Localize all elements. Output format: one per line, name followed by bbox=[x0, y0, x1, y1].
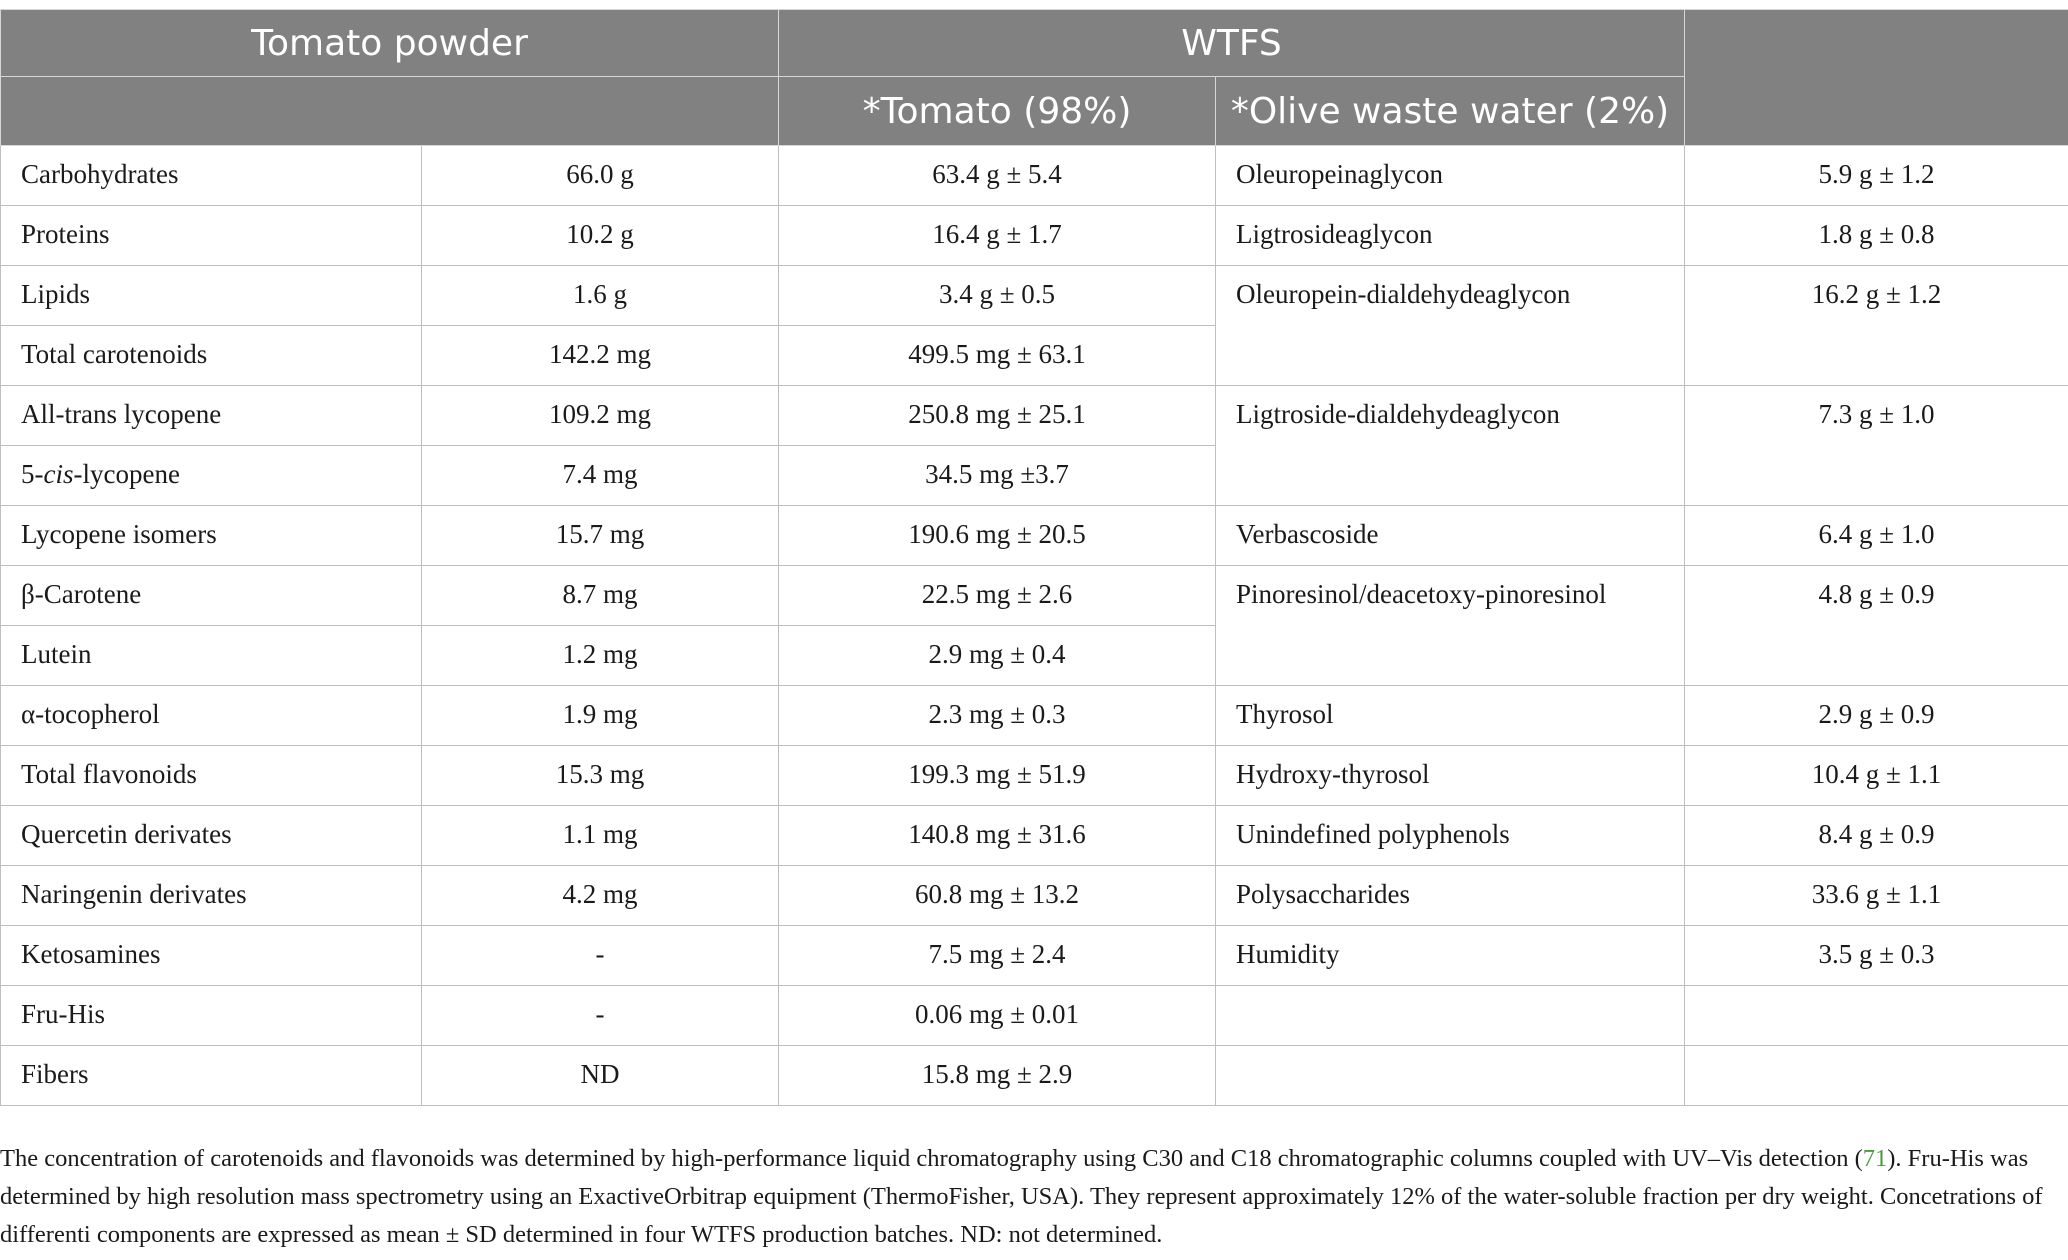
wtfs-value: 190.6 mg ± 20.5 bbox=[779, 506, 1216, 566]
header-tomato-pct: *Tomato (98%) bbox=[779, 77, 1216, 146]
header-blank bbox=[1, 77, 779, 146]
table-footnote bbox=[0, 1140, 2050, 1254]
row-label: Lipids bbox=[1, 266, 422, 326]
table-row bbox=[1, 686, 2068, 746]
wtfs-value: 34.5 mg ±3.7 bbox=[779, 446, 1216, 506]
table-row bbox=[1, 266, 2068, 326]
header-wtfs: WTFS bbox=[779, 10, 1685, 77]
row-label: Total carotenoids bbox=[1, 326, 422, 386]
wtfs-value: 60.8 mg ± 13.2 bbox=[779, 866, 1216, 926]
row-label: Carbohydrates bbox=[1, 146, 422, 206]
footnote-part1: The concentration of carotenoids and flavonoids was determined by high-performance liquid chromatography using C30 and C18 chromatographic columns coupled with UV–Vis detection ( bbox=[0, 1145, 1863, 1172]
olive-label: Oleuropein-dialdehydeaglycon bbox=[1216, 266, 1685, 386]
olive-label: Thyrosol bbox=[1216, 686, 1685, 746]
row-label: β-Carotene bbox=[1, 566, 422, 626]
header-olive-pct: *Olive waste water (2%) bbox=[1216, 77, 1685, 146]
table-row bbox=[1, 1046, 2068, 1106]
wtfs-value: 0.06 mg ± 0.01 bbox=[779, 986, 1216, 1046]
header-row-1 bbox=[1, 10, 2068, 77]
powder-value: 142.2 mg bbox=[422, 326, 779, 386]
table-row bbox=[1, 146, 2068, 206]
olive-value: 10.4 g ± 1.1 bbox=[1685, 746, 2068, 806]
powder-value: 66.0 g bbox=[422, 146, 779, 206]
wtfs-value: 499.5 mg ± 63.1 bbox=[779, 326, 1216, 386]
reference-link[interactable]: 71 bbox=[1862, 1145, 1888, 1172]
row-label: Total flavonoids bbox=[1, 746, 422, 806]
row-label: α-tocopherol bbox=[1, 686, 422, 746]
olive-value: 3.5 g ± 0.3 bbox=[1685, 926, 2068, 986]
olive-label: Hydroxy-thyrosol bbox=[1216, 746, 1685, 806]
table-row bbox=[1, 806, 2068, 866]
label-italic: cis bbox=[43, 459, 74, 489]
powder-value: 1.6 g bbox=[422, 266, 779, 326]
powder-value: 1.1 mg bbox=[422, 806, 779, 866]
olive-label: Oleuropeinaglycon bbox=[1216, 146, 1685, 206]
wtfs-value: 2.3 mg ± 0.3 bbox=[779, 686, 1216, 746]
row-label: Naringenin derivates bbox=[1, 866, 422, 926]
header-empty bbox=[1685, 10, 2068, 146]
wtfs-value: 3.4 g ± 0.5 bbox=[779, 266, 1216, 326]
row-label: All-trans lycopene bbox=[1, 386, 422, 446]
row-label: Ketosamines bbox=[1, 926, 422, 986]
olive-label: Ligtrosideaglycon bbox=[1216, 206, 1685, 266]
label-post: -lycopene bbox=[73, 459, 180, 489]
powder-value: 4.2 mg bbox=[422, 866, 779, 926]
powder-value: 109.2 mg bbox=[422, 386, 779, 446]
table-row bbox=[1, 386, 2068, 446]
row-label: Lutein bbox=[1, 626, 422, 686]
olive-label: Humidity bbox=[1216, 926, 1685, 986]
olive-value: 7.3 g ± 1.0 bbox=[1685, 386, 2068, 506]
wtfs-value: 22.5 mg ± 2.6 bbox=[779, 566, 1216, 626]
olive-label-empty bbox=[1216, 986, 1685, 1046]
wtfs-value: 16.4 g ± 1.7 bbox=[779, 206, 1216, 266]
header-tomato-powder: Tomato powder bbox=[1, 10, 779, 77]
wtfs-value: 7.5 mg ± 2.4 bbox=[779, 926, 1216, 986]
row-label bbox=[1, 446, 422, 506]
row-label: Fibers bbox=[1, 1046, 422, 1106]
olive-value-empty bbox=[1685, 1046, 2068, 1106]
wtfs-value: 199.3 mg ± 51.9 bbox=[779, 746, 1216, 806]
powder-value: 10.2 g bbox=[422, 206, 779, 266]
olive-value: 8.4 g ± 0.9 bbox=[1685, 806, 2068, 866]
powder-value: - bbox=[422, 926, 779, 986]
olive-value: 6.4 g ± 1.0 bbox=[1685, 506, 2068, 566]
powder-value: - bbox=[422, 986, 779, 1046]
label-pre: 5- bbox=[21, 459, 44, 489]
olive-label: Verbascoside bbox=[1216, 506, 1685, 566]
olive-value: 2.9 g ± 0.9 bbox=[1685, 686, 2068, 746]
powder-value: 1.2 mg bbox=[422, 626, 779, 686]
wtfs-value: 15.8 mg ± 2.9 bbox=[779, 1046, 1216, 1106]
powder-value: ND bbox=[422, 1046, 779, 1106]
table-row bbox=[1, 746, 2068, 806]
olive-value: 33.6 g ± 1.1 bbox=[1685, 866, 2068, 926]
row-label: Lycopene isomers bbox=[1, 506, 422, 566]
wtfs-value: 2.9 mg ± 0.4 bbox=[779, 626, 1216, 686]
table-row bbox=[1, 566, 2068, 626]
composition-table bbox=[0, 9, 2068, 1106]
row-label: Proteins bbox=[1, 206, 422, 266]
olive-label: Ligtroside-dialdehydeaglycon bbox=[1216, 386, 1685, 506]
olive-label: Unindefined polyphenols bbox=[1216, 806, 1685, 866]
row-label: Fru-His bbox=[1, 986, 422, 1046]
table-row bbox=[1, 206, 2068, 266]
table-row bbox=[1, 986, 2068, 1046]
olive-value: 5.9 g ± 1.2 bbox=[1685, 146, 2068, 206]
wtfs-value: 250.8 mg ± 25.1 bbox=[779, 386, 1216, 446]
powder-value: 15.7 mg bbox=[422, 506, 779, 566]
row-label: Quercetin derivates bbox=[1, 806, 422, 866]
wtfs-value: 140.8 mg ± 31.6 bbox=[779, 806, 1216, 866]
wtfs-value: 63.4 g ± 5.4 bbox=[779, 146, 1216, 206]
powder-value: 1.9 mg bbox=[422, 686, 779, 746]
footnote-part2: ). Fru-His was determined by high resolution mass spectrometry using an ExactiveOrbitrap equipment (ThermoFisher, USA). They represent approximately 12% of the water-soluble fraction per dry weight. Concetrations of differenti components are expressed as mean ± SD determined in four WTFS production batches. ND: not determined. bbox=[0, 1145, 2043, 1248]
table-row bbox=[1, 506, 2068, 566]
powder-value: 7.4 mg bbox=[422, 446, 779, 506]
olive-label: Polysaccharides bbox=[1216, 866, 1685, 926]
olive-value: 16.2 g ± 1.2 bbox=[1685, 266, 2068, 386]
powder-value: 15.3 mg bbox=[422, 746, 779, 806]
table-row bbox=[1, 866, 2068, 926]
olive-label: Pinoresinol/deacetoxy-pinoresinol bbox=[1216, 566, 1685, 686]
table-row bbox=[1, 926, 2068, 986]
olive-value: 4.8 g ± 0.9 bbox=[1685, 566, 2068, 686]
olive-label-empty bbox=[1216, 1046, 1685, 1106]
powder-value: 8.7 mg bbox=[422, 566, 779, 626]
olive-value: 1.8 g ± 0.8 bbox=[1685, 206, 2068, 266]
olive-value-empty bbox=[1685, 986, 2068, 1046]
